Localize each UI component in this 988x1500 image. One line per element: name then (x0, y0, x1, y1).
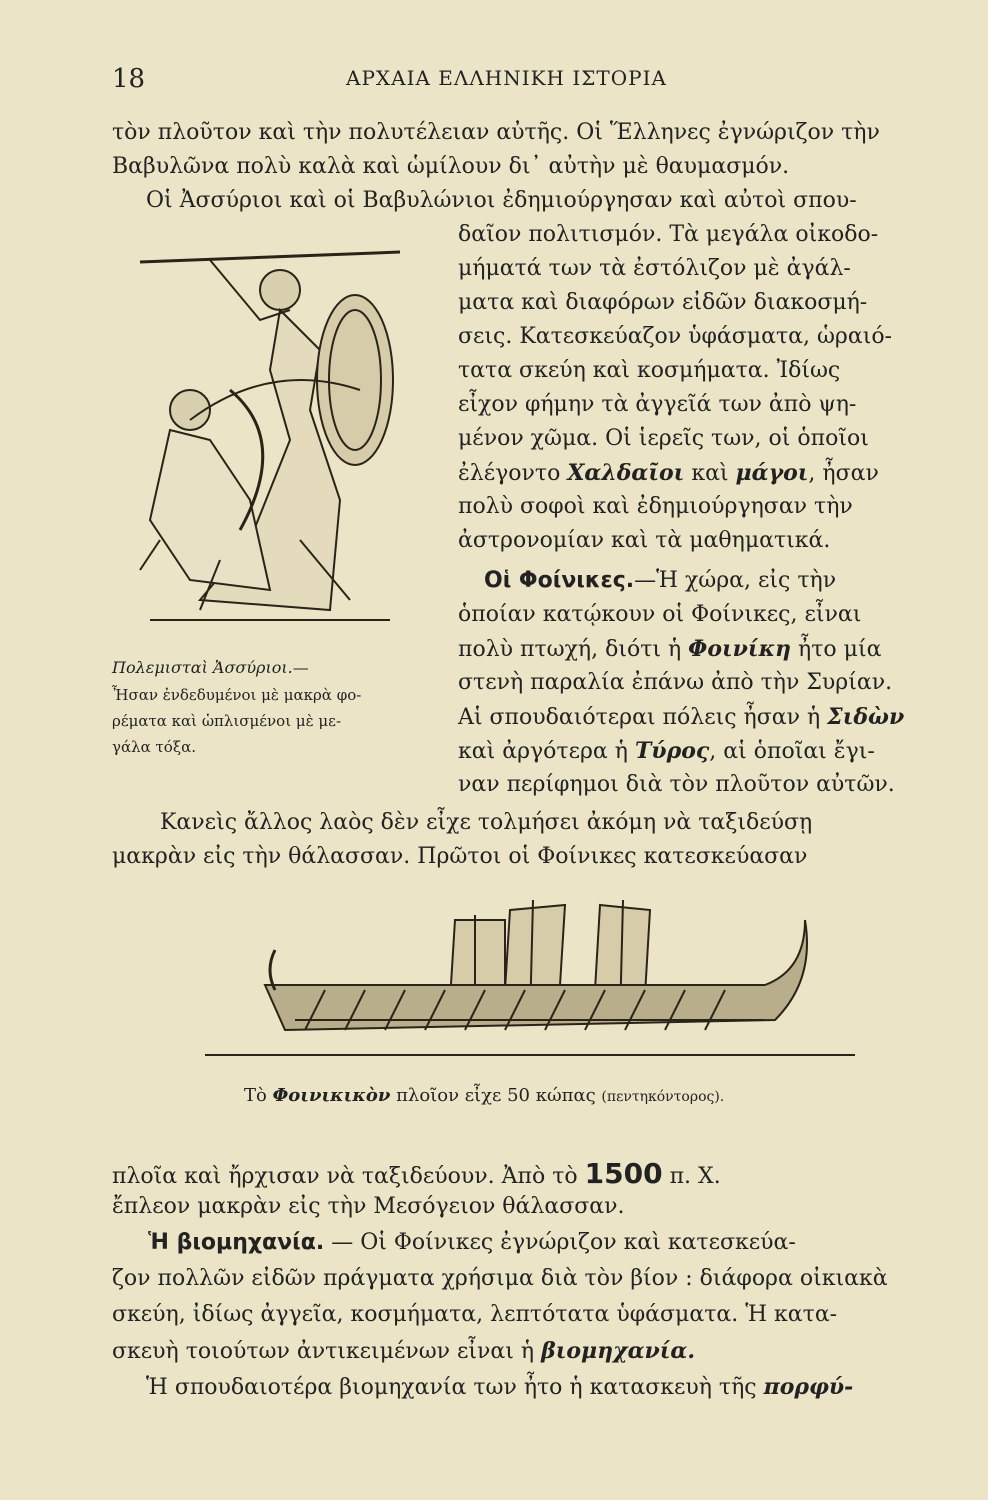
text-line: ὁποίαν κατῴκουν οἱ Φοίνικες, εἶναι (458, 602, 862, 627)
text-line: Βαβυλῶνα πολὺ καλὰ καὶ ὡμίλουν δι᾽ αὐτὴν μὲ θαυμασμόν. (112, 154, 790, 179)
text-span: (πεντηκόντορος). (601, 1089, 725, 1105)
warrior-caption-line: Ἦσαν ἐνδεδυμένοι μὲ μακρὰ φο- (112, 686, 362, 704)
term-porphyra: πορφύ- (763, 1374, 854, 1400)
warrior-caption-title: Πολεμισταὶ Ἀσσύριοι.— (112, 658, 309, 677)
section-line-industry (148, 1232, 796, 1254)
assyrian-warriors-illustration (130, 240, 430, 640)
term-tyre: Τύρος (634, 738, 710, 764)
text-line: σκεύη, ἰδίως ἀγγεῖα, κοσμήματα, λεπτότατα ὑφάσματα. Ἡ κατα- (112, 1302, 838, 1327)
term-phoenician: Φοινικικὸν (272, 1085, 391, 1106)
text-span: π. Χ. (662, 1164, 721, 1189)
text-span: πλοῖα καὶ ἤρχισαν νὰ ταξιδεύουν. Ἀπὸ τὸ (112, 1164, 585, 1189)
text-line: Οἱ Ἀσσύριοι καὶ οἱ Βαβυλώνιοι ἐδημιούργησαν καὶ αὐτοὶ σπου- (146, 188, 857, 213)
text-line: ναν περίφημοι διὰ τὸν πλοῦτον αὐτῶν. (458, 772, 895, 797)
text-line: ἀστρονομίαν καὶ τὰ μαθηματικά. (458, 528, 831, 553)
text-span: ἐλέγοντο (458, 461, 568, 486)
section-heading-industry: Ἡ βιομηχανία. (148, 1230, 325, 1255)
text-span: , αἱ ὁποῖαι ἔγι- (709, 739, 875, 764)
text-line (146, 1376, 853, 1399)
text-line: πολὺ σοφοὶ καὶ ἐδημιούργησαν τὴν (458, 494, 853, 519)
year-1500: 1500 (584, 1157, 663, 1190)
section-line-phoenicians (484, 570, 836, 592)
text-line: στενὴ παραλία ἐπάνω ἀπὸ τὴν Συρίαν. (458, 670, 893, 695)
text-line: σεις. Κατεσκεύαζον ὑφάσματα, ὡραιό- (458, 324, 892, 349)
term-phoenicia: Φοινίκη (688, 636, 792, 662)
phoenician-ship-illustration (205, 890, 855, 1065)
text-span: Τὸ (244, 1085, 273, 1106)
text-span: , ἦσαν (808, 461, 879, 486)
warrior-caption-line: ρέματα καὶ ὡπλισμένοι μὲ με- (112, 712, 342, 730)
ship-caption (244, 1085, 724, 1106)
running-title: ΑΡΧΑΙΑ ΕΛΛΗΝΙΚΗ ΙΣΤΟΡΙΑ (346, 66, 667, 90)
text-line: τὸν πλοῦτον καὶ τὴν πολυτέλειαν αὐτῆς. Οἱ Ἕλληνες ἐγνώριζον τὴν (112, 120, 880, 145)
text-span: σκευὴ τοιούτων ἀντικειμένων εἶναι ἡ (112, 1339, 542, 1364)
text-line (112, 1340, 695, 1363)
text-line (458, 638, 881, 661)
page-number: 18 (112, 64, 146, 94)
text-line: μήματά των τὰ ἐστόλιζον μὲ ἀγάλ- (458, 256, 851, 281)
text-line: μένον χῶμα. Οἱ ἱερεῖς των, οἱ ὁποῖοι (458, 426, 869, 451)
text-span: πλοῖον εἶχε 50 κώπας (390, 1085, 602, 1106)
text-line: ματα καὶ διαφόρων εἰδῶν διακοσμή- (458, 290, 868, 315)
text-span: καὶ (684, 461, 736, 486)
text-span: Ἡ σπουδαιοτέρα βιομηχανία των ἦτο ἡ κατασκευὴ τῆς (146, 1375, 764, 1400)
term-chaldaioi: Χαλδαῖοι (567, 460, 685, 486)
warrior-caption-line: γάλα τόξα. (112, 738, 196, 756)
text-line: μακρὰν εἰς τὴν θάλασσαν. Πρῶτοι οἱ Φοίνικες κατεσκεύασαν (112, 844, 808, 869)
text-line: τατα σκεύη καὶ κοσμήματα. Ἰδίως (458, 358, 841, 383)
text-line (458, 462, 879, 485)
text-span: πολὺ πτωχή, διότι ἡ (458, 637, 689, 662)
text-line: εἶχον φήμην τὰ ἀγγεῖά των ἀπὸ ψη- (458, 392, 857, 417)
text-line (458, 740, 875, 763)
term-industry: βιομηχανία. (541, 1338, 696, 1364)
text-span: ἦτο μία (791, 637, 882, 662)
section-heading-phoenicians: Οἱ Φοίνικες. (484, 568, 635, 593)
term-sidon: Σιδὼν (827, 704, 905, 730)
text-span: —Ἡ χώρα, εἰς τὴν (634, 568, 837, 593)
text-line (112, 1157, 721, 1190)
text-line: ἔπλεον μακρὰν εἰς τὴν Μεσόγειον θάλασσαν. (112, 1194, 625, 1219)
text-line: ζον πολλῶν εἰδῶν πράγματα χρήσιμα διὰ τὸν βίον : διάφορα οἰκιακὰ (112, 1266, 888, 1291)
term-magoi: μάγοι (735, 460, 809, 486)
text-line: δαῖον πολιτισμόν. Τὰ μεγάλα οἰκοδο- (458, 222, 879, 247)
text-line: Κανεὶς ἄλλος λαὸς δὲν εἶχε τολμήσει ἀκόμη νὰ ταξιδεύσῃ (160, 810, 813, 835)
text-span: καὶ ἀργότερα ἡ (458, 739, 635, 764)
text-span: Αἱ σπουδαιότεραι πόλεις ἦσαν ἡ (458, 705, 828, 730)
text-line (458, 706, 904, 729)
text-span: — Οἱ Φοίνικες ἐγνώριζον καὶ κατεσκεύα- (324, 1230, 796, 1255)
